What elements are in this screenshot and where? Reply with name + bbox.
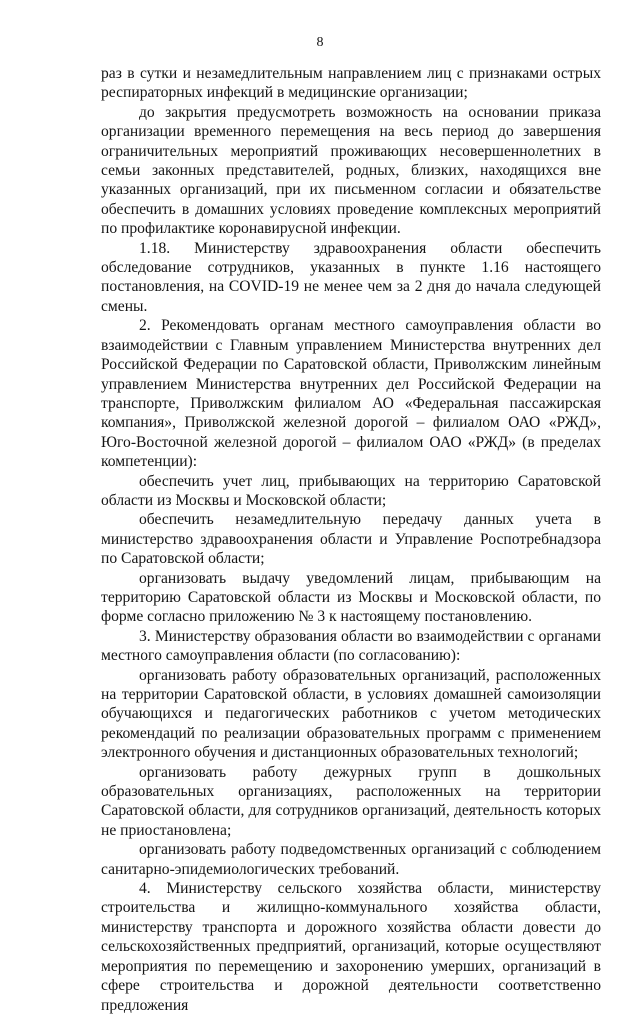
paragraph: раз в сутки и незамедлительным направлением лиц с признаками острых респираторных инфекций в медицинские организации; <box>101 65 601 102</box>
paragraph-clause-3: 3. Министерству образования области во взаимодействии с органами местного самоуправления области (по согласованию): <box>101 627 601 665</box>
paragraph: организовать работу дежурных групп в дошкольных образовательных организациях, расположенных на территории Саратовской области, для сотрудников организаций, деятельность которых не приостановлена; <box>101 763 601 839</box>
paragraph: организовать работу подведомственных организаций с соблюдением санитарно-эпидемиологических требований. <box>101 841 601 878</box>
paragraph-clause-2: 2. Рекомендовать органам местного самоуправления области во взаимодействии с Главным управлением Министерства внутренних дел Российской Федерации по Саратовской области, Приволжским линейным управлением Министерства внутренних дел Российской Федерации на транспорте, Приволжским филиалом АО «Федеральная пассажирская компания», Приволжской железной дорогой – филиалом ОАО «РЖД», Юго-Восточной железной дорогой – филиалом ОАО «РЖД» (в пределах компетенции): <box>101 317 601 471</box>
paragraph: организовать выдачу уведомлений лицам, прибывающим на территорию Саратовской области из Москвы и Московской области, по форме согласно приложению № 3 к настоящему постановлению. <box>101 569 601 626</box>
page-number: 8 <box>316 35 324 50</box>
document-body <box>101 64 601 1015</box>
paragraph: до закрытия предусмотреть возможность на основании приказа организации временного перемещения на весь период до завершения ограничительных мероприятий проживающих несовершеннолетних в семьи законных представителей, родных, близких, находящихся вне указанных организаций, при их письменном согласии и обязательстве обеспечить в домашних условиях проведение комплексных мероприятий по профилактике коронавирусной инфекции. <box>101 103 601 238</box>
paragraph: обеспечить учет лиц, прибывающих на территорию Саратовской области из Москвы и Московской области; <box>101 472 601 509</box>
paragraph-clause-1-18: 1.18. Министерству здравоохранения области обеспечить обследование сотрудников, указанных в пункте 1.16 настоящего постановления, на COVID-19 не менее чем за 2 дня до начала следующей смены. <box>101 239 601 315</box>
paragraph: обеспечить незамедлительную передачу данных учета в министерство здравоохранения области и Управление Роспотребнадзора по Саратовской области; <box>101 511 601 568</box>
paragraph-clause-4: 4. Министерству сельского хозяйства области, министерству строительства и жилищно-коммунального хозяйства области, министерству транспорта и дорожного хозяйства области довести до сельскохозяйственных предприятий, организаций, которые осуществляют мероприятия по перемещению и захоронению умерших, организаций в сфере строительства и дорожной деятельности соответственно предложения <box>101 880 601 1014</box>
paragraph: организовать работу образовательных организаций, расположенных на территории Саратовской области, в условиях домашней самоизоляции обучающихся и педагогических работников с учетом методических рекомендаций по реализации образовательных программ с применением электронного обучения и дистанционных образовательных технологий; <box>101 666 601 762</box>
